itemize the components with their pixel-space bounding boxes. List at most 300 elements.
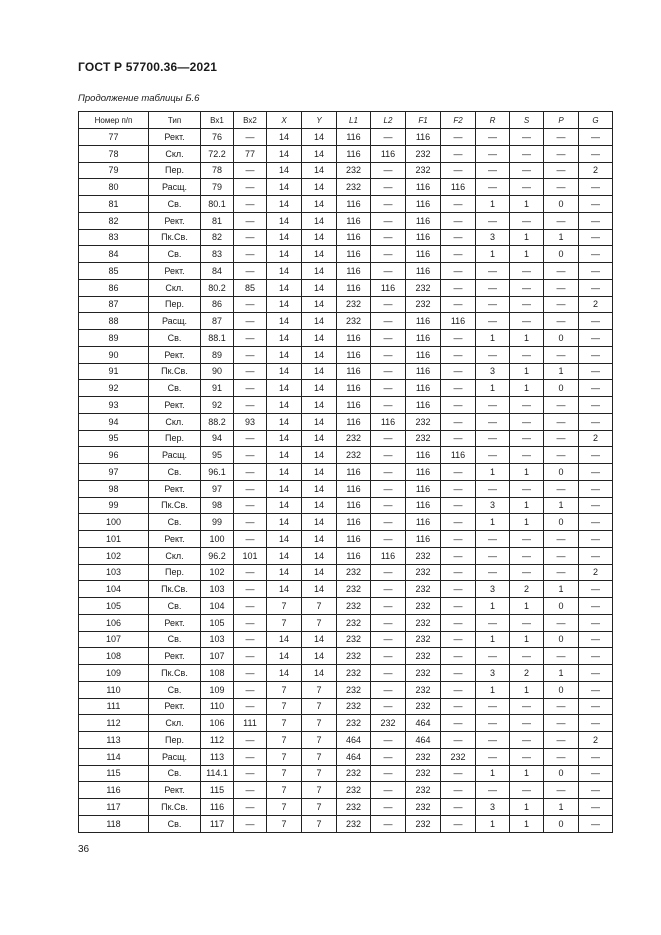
table-cell: 101: [79, 531, 149, 548]
table-cell: 116: [201, 799, 234, 816]
table-row: [79, 447, 613, 464]
table-cell: —: [441, 279, 476, 296]
table-cell: —: [441, 698, 476, 715]
table-cell: —: [510, 698, 544, 715]
table-cell: —: [510, 145, 544, 162]
table-cell: 232: [406, 430, 441, 447]
table-cell: 14: [267, 346, 302, 363]
column-header-g: G: [579, 112, 613, 129]
table-cell: Скл.: [149, 413, 201, 430]
table-cell: —: [441, 296, 476, 313]
table-cell: —: [234, 296, 267, 313]
table-cell: —: [579, 279, 613, 296]
table-cell: —: [371, 246, 406, 263]
table-cell: 14: [302, 430, 337, 447]
table-cell: —: [579, 614, 613, 631]
table-cell: 107: [79, 631, 149, 648]
table-cell: 94: [79, 413, 149, 430]
table-cell: —: [441, 648, 476, 665]
table-cell: 14: [302, 279, 337, 296]
table-cell: 7: [267, 698, 302, 715]
table-cell: —: [476, 279, 510, 296]
table-cell: —: [476, 715, 510, 732]
table-row: [79, 196, 613, 213]
table-cell: —: [579, 765, 613, 782]
table-cell: 232: [337, 313, 371, 330]
table-cell: 7: [302, 598, 337, 615]
table-cell: —: [579, 480, 613, 497]
table-row: [79, 380, 613, 397]
table-cell: —: [441, 263, 476, 280]
table-cell: —: [441, 732, 476, 749]
table-cell: 91: [79, 363, 149, 380]
table-cell: —: [476, 129, 510, 146]
table-cell: —: [371, 681, 406, 698]
table-cell: Пер.: [149, 732, 201, 749]
column-header-y: Y: [302, 112, 337, 129]
table-cell: 76: [201, 129, 234, 146]
table-cell: —: [476, 263, 510, 280]
table-cell: —: [371, 196, 406, 213]
table-cell: 109: [201, 681, 234, 698]
table-cell: —: [234, 497, 267, 514]
table-cell: 116: [406, 246, 441, 263]
table-cell: —: [476, 413, 510, 430]
table-cell: —: [476, 480, 510, 497]
table-caption: Продолжение таблицы Б.6: [78, 93, 200, 104]
table-cell: 88.2: [201, 413, 234, 430]
table-cell: —: [441, 380, 476, 397]
table-cell: 232: [406, 665, 441, 682]
table-cell: 0: [544, 681, 579, 698]
table-cell: 0: [544, 246, 579, 263]
table-row: [79, 363, 613, 380]
table-cell: 1: [510, 196, 544, 213]
table-cell: 77: [234, 145, 267, 162]
table-cell: 81: [79, 196, 149, 213]
table-cell: 14: [302, 346, 337, 363]
table-cell: —: [441, 765, 476, 782]
table-row: [79, 397, 613, 414]
table-cell: 232: [406, 698, 441, 715]
table-cell: —: [371, 799, 406, 816]
table-cell: 104: [201, 598, 234, 615]
table-cell: 14: [267, 229, 302, 246]
table-cell: —: [579, 464, 613, 481]
table-cell: 1: [476, 464, 510, 481]
table-cell: 2: [510, 665, 544, 682]
table-cell: 7: [302, 614, 337, 631]
table-cell: —: [371, 598, 406, 615]
table-cell: 14: [302, 162, 337, 179]
table-cell: 1: [510, 514, 544, 531]
table-cell: —: [441, 246, 476, 263]
table-cell: 116: [406, 380, 441, 397]
table-cell: —: [441, 815, 476, 832]
table-cell: 232: [406, 279, 441, 296]
table-body: [79, 129, 613, 833]
table-cell: —: [544, 732, 579, 749]
table-cell: 7: [302, 732, 337, 749]
table-cell: —: [544, 397, 579, 414]
table-cell: 116: [371, 279, 406, 296]
table-cell: 116: [406, 330, 441, 347]
table-row: [79, 246, 613, 263]
table-cell: 14: [267, 313, 302, 330]
table-cell: 7: [302, 815, 337, 832]
table-cell: Рект.: [149, 346, 201, 363]
table-cell: 72.2: [201, 145, 234, 162]
table-cell: —: [579, 497, 613, 514]
table-cell: 1: [510, 363, 544, 380]
table-cell: 232: [406, 413, 441, 430]
table-cell: —: [441, 162, 476, 179]
table-cell: 91: [201, 380, 234, 397]
table-cell: 14: [267, 665, 302, 682]
table-cell: 94: [201, 430, 234, 447]
table-cell: —: [441, 363, 476, 380]
table-cell: —: [234, 698, 267, 715]
table-row: [79, 614, 613, 631]
table-cell: 14: [302, 363, 337, 380]
table-cell: —: [579, 196, 613, 213]
document-header: ГОСТ Р 57700.36—2021: [78, 60, 218, 74]
table-cell: —: [371, 614, 406, 631]
table-cell: 0: [544, 815, 579, 832]
table-row: [79, 480, 613, 497]
table-row: [79, 564, 613, 581]
table-cell: 116: [337, 196, 371, 213]
table-row: [79, 279, 613, 296]
table-cell: 1: [476, 380, 510, 397]
table-row: [79, 296, 613, 313]
table-cell: 116: [406, 464, 441, 481]
table-cell: —: [371, 732, 406, 749]
table-cell: 1: [544, 229, 579, 246]
table-cell: 14: [267, 631, 302, 648]
table-cell: 114.1: [201, 765, 234, 782]
table-cell: —: [234, 229, 267, 246]
table-cell: —: [579, 631, 613, 648]
table-cell: 98: [201, 497, 234, 514]
table-cell: 116: [406, 363, 441, 380]
table-cell: 116: [406, 480, 441, 497]
table-cell: 3: [476, 799, 510, 816]
table-row: [79, 229, 613, 246]
table-cell: —: [371, 162, 406, 179]
table-cell: 116: [406, 514, 441, 531]
table-cell: 99: [201, 514, 234, 531]
table-cell: 14: [302, 196, 337, 213]
table-cell: 97: [79, 464, 149, 481]
table-cell: 2: [579, 296, 613, 313]
table-cell: —: [510, 397, 544, 414]
table-cell: Расщ.: [149, 447, 201, 464]
table-cell: —: [476, 397, 510, 414]
table-cell: 232: [337, 179, 371, 196]
table-cell: —: [234, 330, 267, 347]
table-cell: —: [234, 765, 267, 782]
table-cell: 0: [544, 330, 579, 347]
table-cell: —: [544, 279, 579, 296]
table-row: [79, 531, 613, 548]
table-cell: 99: [79, 497, 149, 514]
table-row: [79, 430, 613, 447]
table-cell: —: [476, 430, 510, 447]
table-cell: Св.: [149, 681, 201, 698]
table-cell: —: [234, 480, 267, 497]
table-cell: 14: [302, 296, 337, 313]
table-cell: 104: [79, 581, 149, 598]
table-cell: 116: [337, 279, 371, 296]
table-cell: —: [371, 782, 406, 799]
table-cell: —: [371, 514, 406, 531]
table-cell: 14: [302, 464, 337, 481]
table-row: [79, 547, 613, 564]
table-cell: —: [441, 799, 476, 816]
table-cell: 111: [234, 715, 267, 732]
table-cell: Св.: [149, 514, 201, 531]
table-row: [79, 648, 613, 665]
table-cell: —: [579, 363, 613, 380]
table-cell: 84: [201, 263, 234, 280]
table-cell: Св.: [149, 246, 201, 263]
table-cell: 0: [544, 196, 579, 213]
table-cell: 110: [201, 698, 234, 715]
table-cell: 14: [302, 229, 337, 246]
table-cell: —: [510, 296, 544, 313]
table-cell: Пк.Св.: [149, 581, 201, 598]
table-cell: Скл.: [149, 547, 201, 564]
table-cell: —: [234, 665, 267, 682]
table-cell: 232: [406, 765, 441, 782]
column-header-bx1: Bx1: [201, 112, 234, 129]
table-cell: Рект.: [149, 212, 201, 229]
table-cell: —: [234, 464, 267, 481]
table-cell: 116: [337, 229, 371, 246]
table-cell: Пер.: [149, 162, 201, 179]
table-cell: 1: [510, 765, 544, 782]
table-cell: —: [441, 681, 476, 698]
table-cell: 117: [79, 799, 149, 816]
table-cell: 77: [79, 129, 149, 146]
table-cell: 78: [201, 162, 234, 179]
table-cell: Рект.: [149, 648, 201, 665]
table-cell: —: [371, 447, 406, 464]
table-cell: —: [441, 497, 476, 514]
table-cell: 116: [371, 145, 406, 162]
table-cell: 89: [79, 330, 149, 347]
table-cell: 102: [201, 564, 234, 581]
table-cell: Рект.: [149, 129, 201, 146]
table-row: [79, 129, 613, 146]
table-cell: —: [510, 748, 544, 765]
table-cell: —: [579, 447, 613, 464]
table-cell: 0: [544, 765, 579, 782]
table-cell: 14: [267, 531, 302, 548]
table-cell: 14: [302, 413, 337, 430]
table-cell: —: [234, 564, 267, 581]
table-cell: 117: [201, 815, 234, 832]
table-cell: —: [579, 698, 613, 715]
table-cell: 116: [406, 196, 441, 213]
table-cell: —: [579, 129, 613, 146]
table-cell: 109: [79, 665, 149, 682]
table-cell: 83: [201, 246, 234, 263]
table-cell: 7: [302, 765, 337, 782]
table-cell: 1: [510, 598, 544, 615]
table-cell: —: [234, 631, 267, 648]
table-cell: 80: [79, 179, 149, 196]
table-row: [79, 413, 613, 430]
table-cell: —: [234, 346, 267, 363]
table-cell: —: [371, 631, 406, 648]
table-cell: 232: [406, 815, 441, 832]
table-cell: —: [441, 547, 476, 564]
table-cell: —: [371, 698, 406, 715]
table-cell: 14: [267, 648, 302, 665]
table-cell: Скл.: [149, 145, 201, 162]
table-cell: 14: [302, 531, 337, 548]
table-cell: —: [544, 480, 579, 497]
table-cell: 116: [406, 212, 441, 229]
table-cell: 232: [337, 614, 371, 631]
table-cell: 1: [544, 581, 579, 598]
table-cell: —: [441, 212, 476, 229]
table-cell: —: [476, 648, 510, 665]
table-cell: 1: [544, 497, 579, 514]
table-cell: —: [579, 547, 613, 564]
table-cell: 14: [302, 212, 337, 229]
table-cell: —: [510, 648, 544, 665]
table-cell: —: [544, 346, 579, 363]
table-cell: 115: [79, 765, 149, 782]
table-cell: —: [234, 648, 267, 665]
table-cell: —: [371, 179, 406, 196]
table-row: [79, 179, 613, 196]
table-cell: 14: [267, 179, 302, 196]
table-cell: 232: [337, 631, 371, 648]
table-cell: 7: [267, 681, 302, 698]
table-cell: 232: [406, 748, 441, 765]
table-cell: 116: [406, 229, 441, 246]
table-cell: 14: [267, 581, 302, 598]
table-cell: 3: [476, 497, 510, 514]
table-cell: —: [371, 665, 406, 682]
table-cell: 118: [79, 815, 149, 832]
table-cell: —: [371, 748, 406, 765]
table-cell: 1: [510, 497, 544, 514]
table-row: [79, 497, 613, 514]
table-row: [79, 782, 613, 799]
column-header-type: Тип: [149, 112, 201, 129]
table-cell: 232: [337, 765, 371, 782]
table-cell: —: [234, 815, 267, 832]
table-cell: 1: [544, 363, 579, 380]
table-cell: —: [510, 279, 544, 296]
table-cell: 78: [79, 145, 149, 162]
table-cell: 111: [79, 698, 149, 715]
table-cell: 114: [79, 748, 149, 765]
table-cell: Расщ.: [149, 748, 201, 765]
table-cell: —: [371, 129, 406, 146]
column-header-bx2: Bx2: [234, 112, 267, 129]
table-cell: 1: [510, 815, 544, 832]
table-cell: Пк.Св.: [149, 799, 201, 816]
column-header-l2: L2: [371, 112, 406, 129]
table-cell: 14: [267, 464, 302, 481]
table-cell: 3: [476, 363, 510, 380]
table-cell: 116: [337, 397, 371, 414]
table-cell: 7: [267, 765, 302, 782]
table-cell: —: [441, 564, 476, 581]
table-cell: 103: [79, 564, 149, 581]
table-cell: —: [510, 346, 544, 363]
table-cell: 2: [579, 162, 613, 179]
table-cell: 80.2: [201, 279, 234, 296]
table-row: [79, 748, 613, 765]
table-cell: —: [371, 380, 406, 397]
table-row: [79, 631, 613, 648]
table-row: [79, 514, 613, 531]
table-cell: 116: [337, 263, 371, 280]
table-cell: Рект.: [149, 531, 201, 548]
table-cell: —: [579, 648, 613, 665]
table-cell: Св.: [149, 815, 201, 832]
table-cell: —: [441, 196, 476, 213]
table-cell: Св.: [149, 464, 201, 481]
table-cell: 116: [337, 413, 371, 430]
table-cell: —: [441, 514, 476, 531]
table-cell: Св.: [149, 196, 201, 213]
table-cell: 1: [476, 246, 510, 263]
table-cell: —: [441, 782, 476, 799]
table-cell: —: [234, 263, 267, 280]
table-cell: 1: [476, 631, 510, 648]
table-cell: 96: [79, 447, 149, 464]
table-cell: Св.: [149, 380, 201, 397]
table-cell: 232: [337, 815, 371, 832]
table-cell: —: [441, 715, 476, 732]
table-cell: 116: [406, 497, 441, 514]
table-cell: 105: [201, 614, 234, 631]
table-cell: 232: [441, 748, 476, 765]
table-cell: —: [579, 212, 613, 229]
table-cell: 14: [302, 564, 337, 581]
table-cell: 116: [441, 447, 476, 464]
table-cell: —: [510, 782, 544, 799]
table-cell: —: [441, 413, 476, 430]
table-cell: 14: [302, 263, 337, 280]
table-cell: —: [579, 246, 613, 263]
table-cell: 85: [79, 263, 149, 280]
column-header-f1: F1: [406, 112, 441, 129]
table-cell: —: [579, 514, 613, 531]
table-cell: 85: [234, 279, 267, 296]
table-cell: —: [476, 296, 510, 313]
column-header-x: X: [267, 112, 302, 129]
table-cell: 14: [302, 313, 337, 330]
table-cell: Рект.: [149, 397, 201, 414]
table-cell: —: [579, 229, 613, 246]
table-cell: —: [579, 715, 613, 732]
table-cell: —: [234, 179, 267, 196]
table-cell: 1: [476, 196, 510, 213]
table-cell: Рект.: [149, 698, 201, 715]
table-cell: 102: [79, 547, 149, 564]
table-cell: —: [234, 748, 267, 765]
table-cell: 7: [267, 748, 302, 765]
